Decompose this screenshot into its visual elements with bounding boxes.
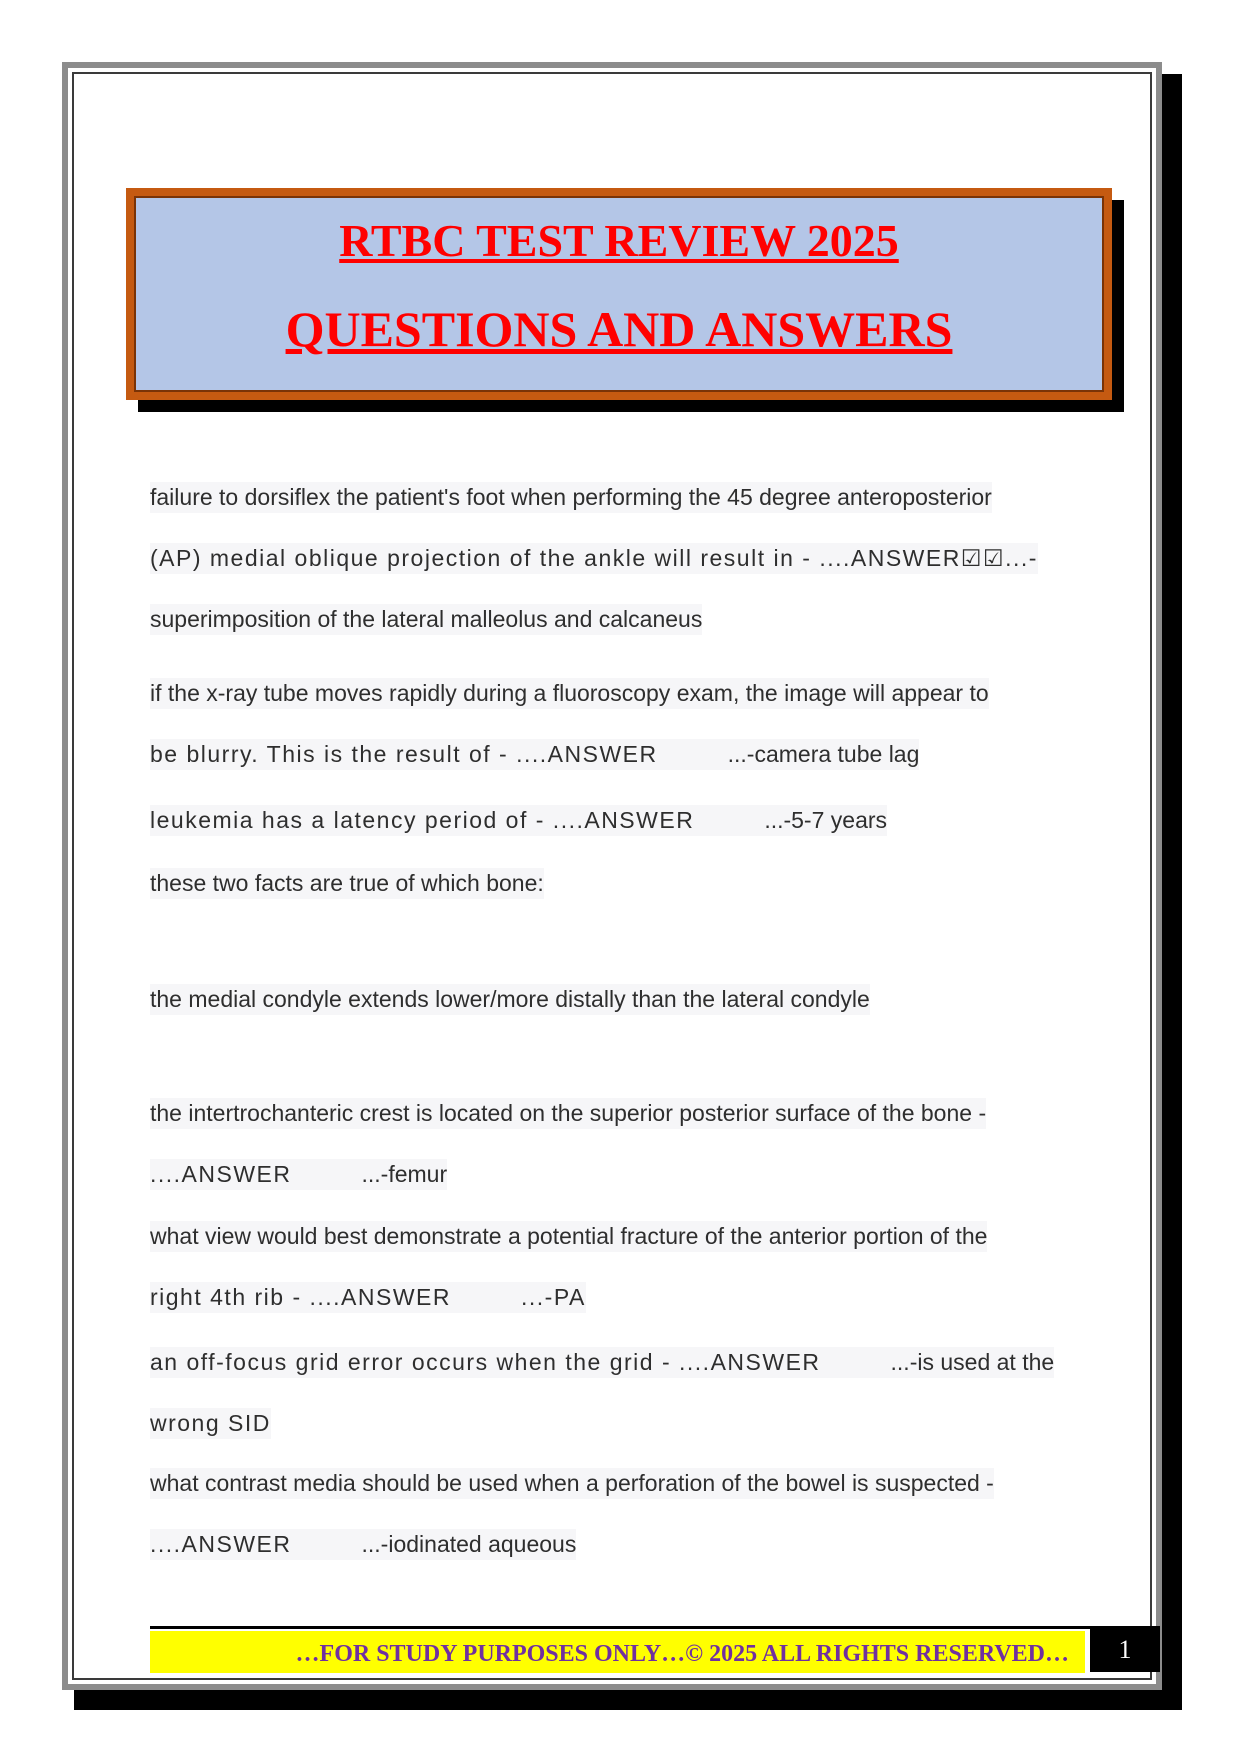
question-1-line-1: failure to dorsiflex the patient's foot when performing the 45 degree anteroposterior [150,482,992,513]
page-number: 1 [1118,1635,1132,1664]
question-3-line [150,805,887,836]
answer-7-text: ...-iodinated aqueous [361,1531,577,1557]
question-5-line-1: what view would best demonstrate a potential fracture of the anterior portion of the [150,1221,987,1252]
question-5-line-2 [150,1282,586,1313]
question-4-line-2: the medial condyle extends lower/more distally than the lateral condyle [150,984,870,1015]
footer-rule [150,1626,1160,1629]
answer-4-text: ...-femur [361,1161,448,1187]
footer-bar [150,1631,1085,1673]
page-number-box [1090,1628,1160,1672]
question-5-prompt: right 4th rib - ....ANSWER [150,1284,452,1310]
question-1-line-2: (AP) medial oblique projection of the ankle will result in - ....ANSWER☑☑...- [150,543,1038,574]
question-4-line-4 [150,1159,447,1190]
question-4-prompt: ....ANSWER [150,1161,292,1187]
question-2-line-1: if the x-ray tube moves rapidly during a fluoroscopy exam, the image will appear to [150,678,989,709]
question-7-line-2 [150,1529,576,1560]
question-2-prompt: be blurry. This is the result of - ....ANSWER [150,741,658,767]
question-4-line-1: these two facts are true of which bone: [150,868,544,899]
answer-5-text: ...-PA [521,1284,586,1310]
question-4-line-3: the intertrochanteric crest is located on the superior posterior surface of the bone - [150,1098,986,1129]
question-6-line-1 [150,1347,1054,1378]
answer-6-text: ...-is used at the [890,1349,1055,1375]
answer-2-text: ...-camera tube lag [727,741,920,767]
footer-text: …FOR STUDY PURPOSES ONLY…© 2025 ALL RIGHTS RESERVED… [295,1641,1069,1667]
answer-3-text: ...-5-7 years [764,807,888,833]
question-7-line-1: what contrast media should be used when a perforation of the bowel is suspected - [150,1468,994,1499]
question-7-prompt: ....ANSWER [150,1531,292,1557]
answer-6-continuation: wrong SID [150,1408,271,1439]
title-line-1: RTBC TEST REVIEW 2025 [339,215,899,266]
title-line-2: QUESTIONS AND ANSWERS [285,301,953,357]
question-3-prompt: leukemia has a latency period of - ....ANSWER [150,807,695,833]
title-box [126,188,1112,400]
question-2-line-2 [150,739,919,770]
question-6-prompt: an off-focus grid error occurs when the grid - ....ANSWER [150,1349,821,1375]
answer-1-text: superimposition of the lateral malleolus and calcaneus [150,604,702,635]
